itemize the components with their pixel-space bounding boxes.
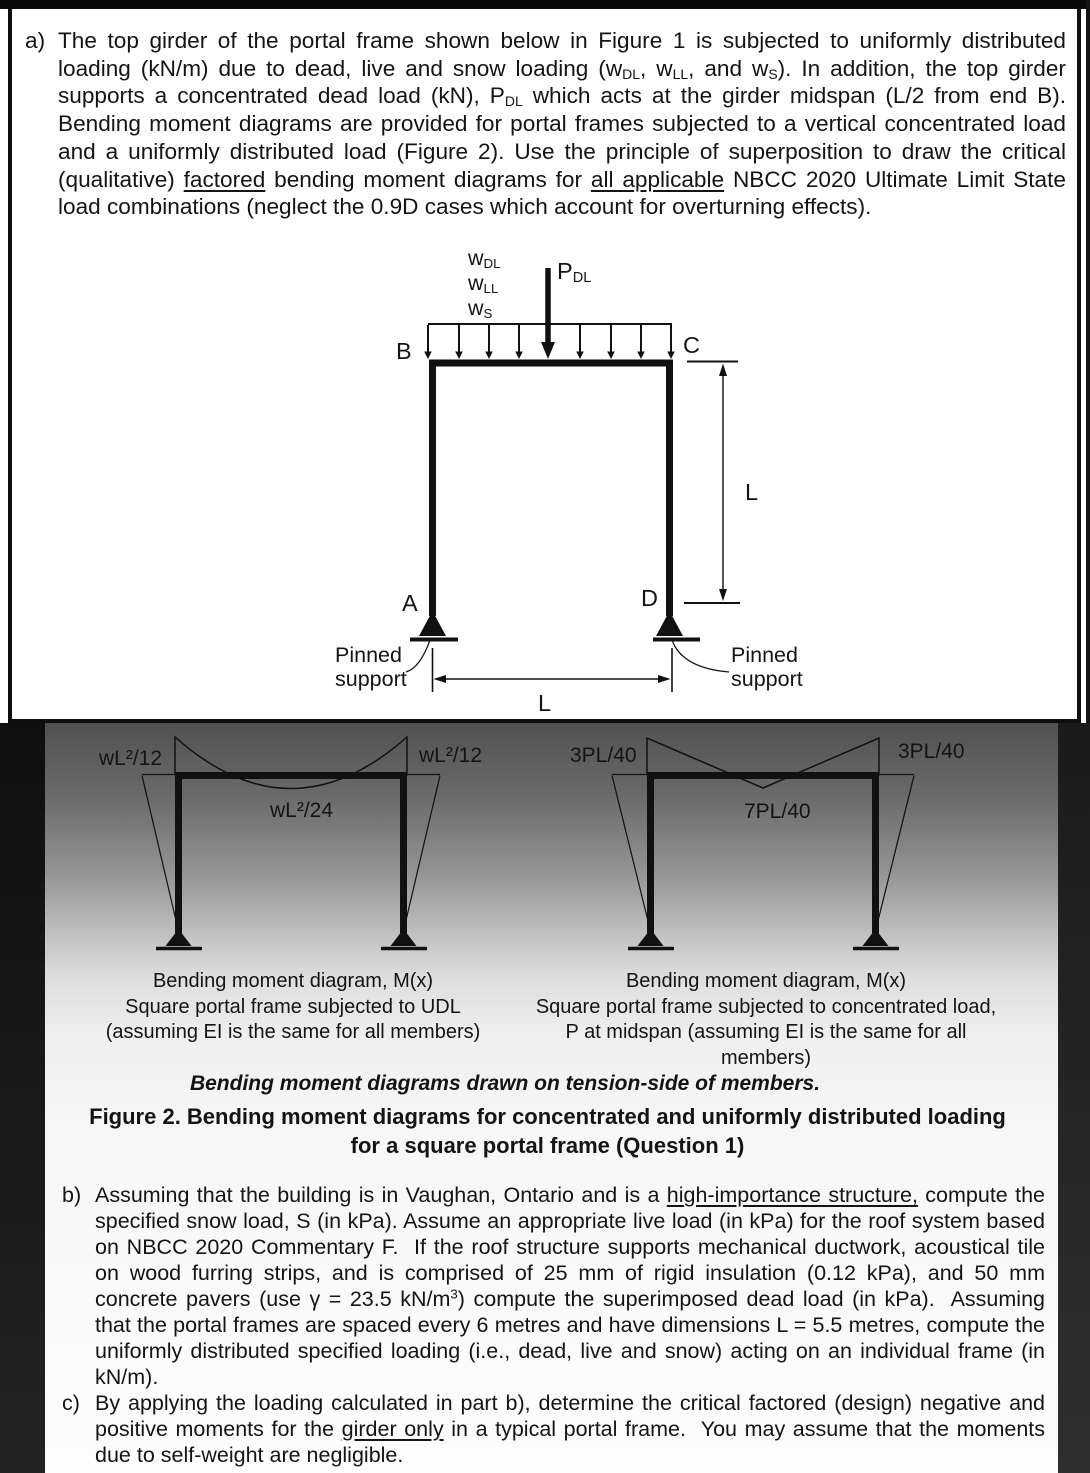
- node-label-c: C: [683, 332, 700, 358]
- bmd-girder-parabola: [175, 737, 407, 789]
- question-c-text: By applying the loading calculated in part b), determine the critical factored (design) negative and positive moments for the girder only in a typical portal frame. You may assume that the moments due to self-weight are negligible.: [95, 1391, 1046, 1467]
- load-label-pdl: $P_{DL}$: [557, 258, 592, 287]
- tension-side-note: Bending moment diagrams drawn on tension-side of members.: [189, 1072, 821, 1095]
- bmd-frame-udl: [142, 737, 440, 949]
- caption-udl-diagram: Bending moment diagram, M(x) Square portal frame subjected to UDL (assuming EI is the same for all members): [105, 970, 481, 1043]
- moment-label-3pl40-right: 3PL/40: [898, 740, 965, 763]
- node-label-d: D: [641, 585, 658, 611]
- bmd-column-left: [142, 775, 179, 932]
- bmd-column-right: [404, 775, 441, 932]
- question-c-marker: c): [62, 1391, 80, 1415]
- question-b-marker: b): [62, 1183, 82, 1207]
- dim-height-label: L: [745, 479, 759, 505]
- load-label-ws: $w_S$: [468, 296, 493, 321]
- caption-point-load-diagram: Bending moment diagram, M(x) Square portal frame subjected to concentrated load, P at midspan (assuming EI is the same for all members): [535, 970, 997, 1069]
- node-label-b: B: [396, 338, 412, 364]
- question-b-text: Assuming that the building is in Vaughan, Ontario and is a high-importance structure, compute the specified snow load, S (in kPa). Assume an appropriate live load (in kPa) for the roof system based on NBCC 2020 Commentary F. If the roof structure supports mechanical ductwork, acoustical tile on wood furring strips, and is comprised of 25 mm of rigid insulation (0.12 kPa), and 50 mm concrete pavers (use γ = 23.5 $kN/m^3$) compute the superimposed dead load (in kPa). Assuming that the portal frames are spaced every 6 metres and have dimensions L = 5.5 metres, compute the uniformly distributed specified loading (i.e., dead, live and snow) acting on an individual frame (in kN/m).: [95, 1183, 1046, 1389]
- questions-b-c: [62, 1182, 1045, 1468]
- bmd-column-left: [612, 775, 651, 932]
- moment-label-wl2-12-left: wL²/12: [99, 747, 163, 770]
- figure2-title: Figure 2. Bending moment diagrams for concentrated and uniformly distributed loading for a square portal frame (Question 1): [89, 1104, 1006, 1158]
- dim-span-label: L: [538, 690, 552, 716]
- moment-label-wl2-12-right: wL²/12: [419, 744, 483, 767]
- top-border-bar: [0, 0, 1090, 9]
- question-a: [25, 27, 1066, 221]
- question-a-text: The top girder of the portal frame shown below in Figure 1 is subjected to uniformly distributed loading (kN/m) due to dead, live and snow loading ($w_{DL}$, $w_{LL}$, and $w_S$). In addition, the top girder supports a concentrated dead load (kN), $P_{DL}$ which acts at the girder midspan (L/2 from end B). Bending moment diagrams are provided for portal frames subjected to a vertical concentrated load and a uniformly distributed load (Figure 2). Use the principle of superposition to draw the critical (qualitative) factored bending moment diagrams for all applicable NBCC 2020 Ultimate Limit State load combinations (neglect the 0.9D cases which account for overturning effects).: [58, 28, 1066, 220]
- right-edge-strip-top: [1086, 0, 1090, 723]
- left-edge-strip: [0, 723, 45, 1473]
- leader-right: [672, 640, 729, 672]
- figure2-bmd-diagrams: [140, 728, 920, 956]
- pin-triangle-right: [656, 611, 683, 636]
- load-label-wll: $w_{LL}$: [468, 271, 499, 296]
- question-b: [62, 1182, 1045, 1390]
- pinned-support-label-left: Pinned support: [335, 643, 407, 691]
- moment-label-3pl40-left: 3PL/40: [570, 744, 637, 767]
- node-label-a: A: [402, 590, 418, 616]
- pdl-arrowhead: [541, 342, 555, 359]
- pin-triangle-left: [419, 611, 446, 636]
- load-label-wdl: $w_{DL}$: [468, 246, 501, 271]
- question-a-marker: a): [25, 28, 46, 53]
- moment-label-wl2-24: wL²/24: [270, 799, 334, 822]
- right-edge-strip: [1058, 723, 1090, 1473]
- moment-label-7pl40: 7PL/40: [744, 800, 811, 823]
- figure1-portal-frame: [395, 255, 765, 700]
- bmd-girder-vee: [647, 738, 879, 788]
- bmd-frame-point-load: [612, 738, 914, 949]
- question-c: [62, 1390, 1045, 1468]
- bmd-column-right: [876, 775, 915, 932]
- pinned-support-label-right: Pinned support: [731, 643, 803, 691]
